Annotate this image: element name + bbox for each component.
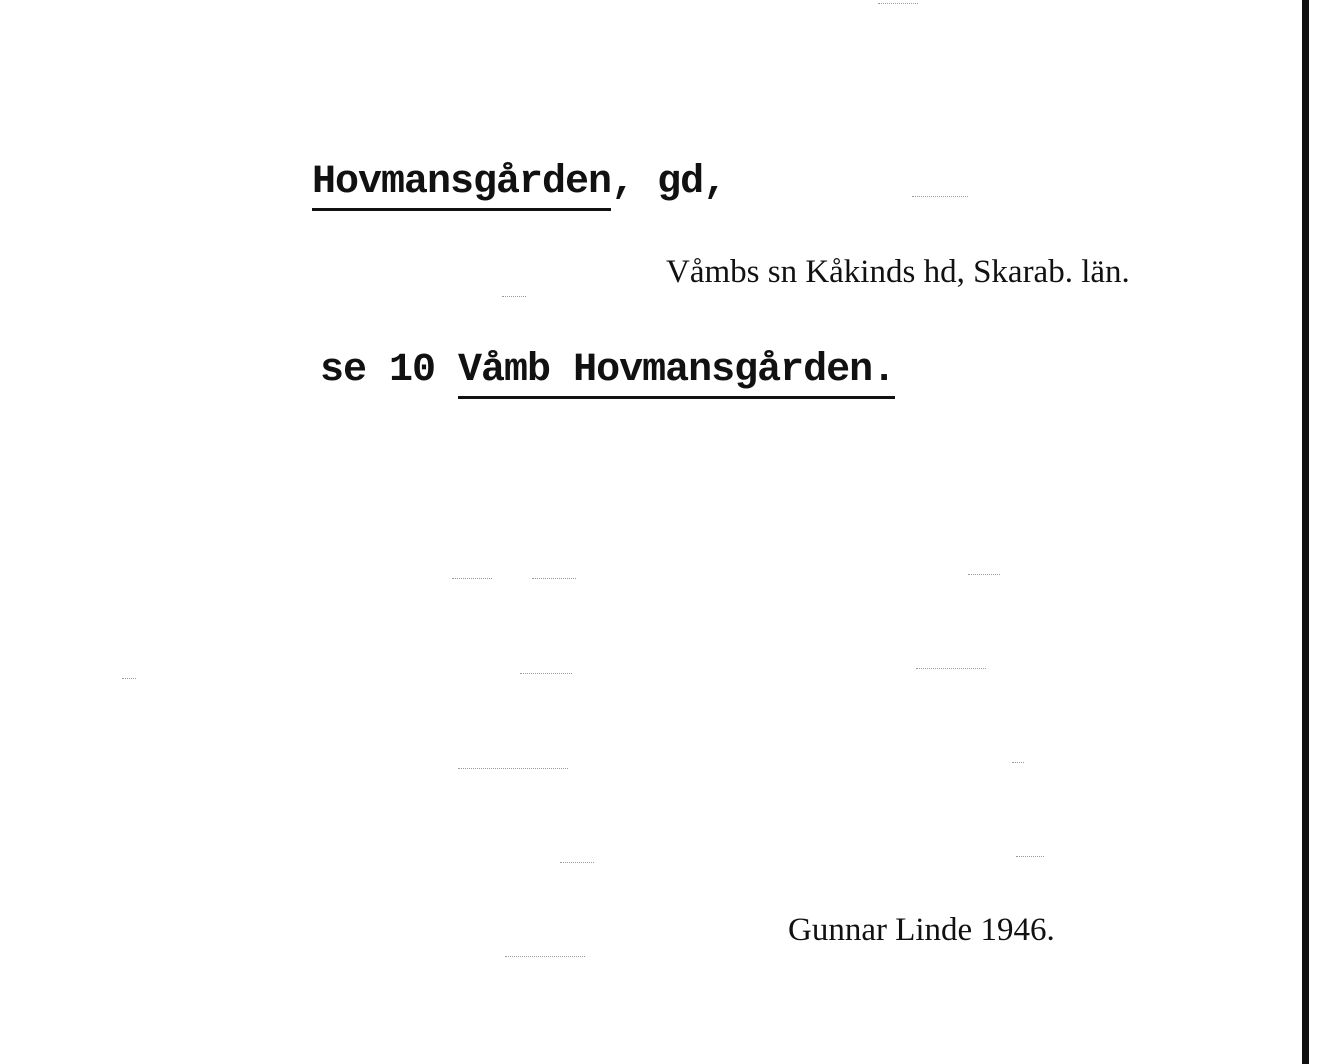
scan-speck	[878, 3, 918, 5]
scan-speck	[458, 768, 568, 770]
scan-speck	[1012, 762, 1024, 764]
reference-prefix: se 10	[320, 348, 436, 393]
card-edge	[1302, 0, 1309, 1064]
scan-speck	[1016, 856, 1044, 858]
reference-line	[320, 346, 895, 396]
headword-line	[312, 158, 726, 208]
reference-target: Våmb Hovmansgården.	[458, 348, 895, 399]
scan-speck	[916, 668, 986, 670]
scan-speck	[122, 678, 136, 680]
scan-speck	[532, 578, 576, 580]
headword: Hovmansgården	[312, 160, 611, 211]
signature: Gunnar Linde 1946.	[788, 912, 1055, 948]
scan-speck	[505, 956, 585, 958]
scan-speck	[452, 578, 492, 580]
location-line: Våmbs sn Kåkinds hd, Skarab. län.	[666, 254, 1130, 290]
headword-suffix: , gd,	[611, 160, 727, 205]
scan-speck	[560, 862, 594, 864]
scan-speck	[912, 196, 968, 198]
scan-speck	[520, 673, 572, 675]
scan-speck	[968, 574, 1000, 576]
scan-speck	[502, 296, 526, 298]
